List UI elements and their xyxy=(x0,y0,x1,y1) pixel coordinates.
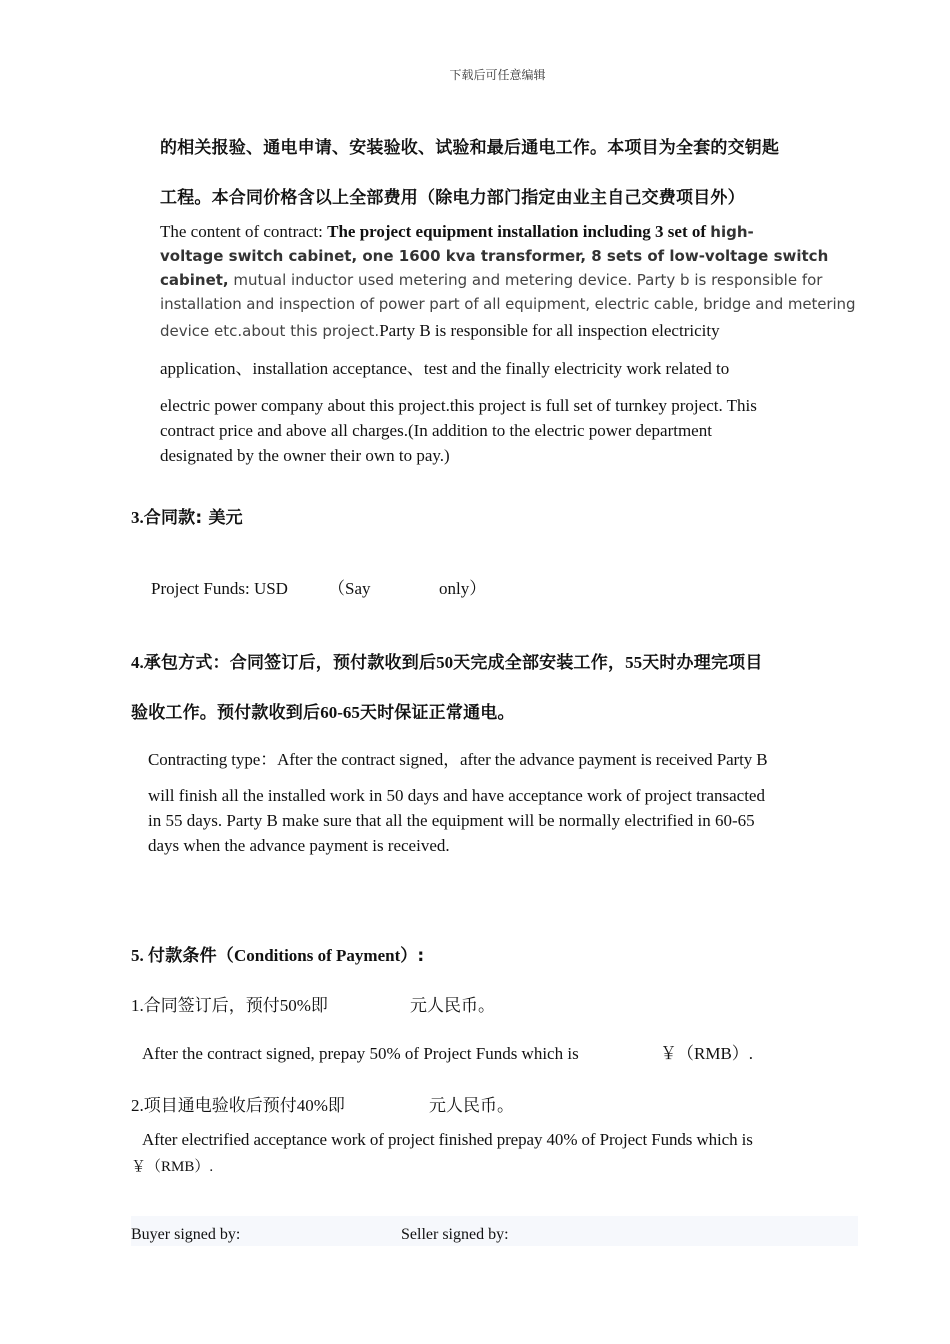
intro-en-line-1 xyxy=(160,219,754,245)
section-4-days-60-65: 60-65 xyxy=(320,703,360,722)
section-4-days-55: 55 xyxy=(625,653,643,672)
payment-item-1-unit: 元人民币。 xyxy=(410,996,495,1016)
section-4-en-line-4: days when the advance payment is received. xyxy=(148,836,450,855)
contract-content-bold: The project equipment installation including 3 set of xyxy=(327,222,711,241)
contract-content-label: The content of contract: xyxy=(160,222,328,241)
payment-item-2-number: 2. xyxy=(131,1096,144,1115)
payment-item-2-percent: 40% xyxy=(296,1096,328,1115)
intro-en-line-8: contract price and above all charges.(In addition to the electric power department xyxy=(160,421,712,440)
section-3-heading xyxy=(131,503,243,530)
header-note: 下载后可任意编辑 xyxy=(449,68,546,82)
project-funds-say: （Say xyxy=(328,579,371,598)
payment-item-1 xyxy=(131,991,328,1018)
payment-item-2-text-2: 即 xyxy=(327,1096,345,1116)
payment-item-1-en: After the contract signed, prepay 50% of Project Funds which is xyxy=(142,1044,579,1063)
section-4-en-line-3: in 55 days. Party B make sure that all the equipment will be normally electrified in 60-65 xyxy=(148,811,755,830)
seller-signature-label: Seller signed by: xyxy=(401,1226,509,1243)
section-5-number: 5. xyxy=(131,946,148,965)
contract-highlight-3: cabinet, xyxy=(160,271,229,289)
payment-item-1-text-2: 即 xyxy=(310,996,328,1016)
intro-gray-4: installation and inspection of power part of all equipment, electric cable, bridge and metering xyxy=(160,295,856,313)
section-4-en-line-2: will finish all the installed work in 50 days and have acceptance work of project transacted xyxy=(148,786,765,805)
payment-item-2-unit: 元人民币。 xyxy=(429,1096,514,1116)
intro-serif-5: Party B is responsible for all inspection electricity xyxy=(379,321,720,340)
buyer-signature-label: Buyer signed by: xyxy=(131,1226,241,1243)
section-5-title-cn: 付款条件（ xyxy=(148,946,234,966)
contract-highlight-1: high- xyxy=(710,223,754,241)
project-funds-only: only） xyxy=(439,579,487,598)
payment-item-1-percent: 50% xyxy=(279,996,311,1015)
payment-item-2-rmb: ￥（RMB）. xyxy=(131,1159,214,1175)
payment-item-1-rmb: ￥（RMB）. xyxy=(660,1044,754,1063)
section-4-en-line-1: Contracting type：After the contract signed，after the advance payment is received Party B xyxy=(148,750,768,769)
intro-en-line-9: designated by the owner their own to pay.) xyxy=(160,446,450,465)
payment-item-1-text: 合同签订后，预付 xyxy=(143,996,280,1016)
intro-en-line-6: application、installation acceptance、test and the finally electricity work related to xyxy=(160,359,730,378)
payment-item-2-text: 项目通电验收后预付 xyxy=(143,1096,297,1116)
section-4-text-a: 承包方式：合同签订后，预付款收到后 xyxy=(143,653,437,673)
section-4-text-e: 天时保证正常通电。 xyxy=(359,703,515,723)
payment-item-1-number: 1. xyxy=(131,996,144,1015)
intro-en-line-3 xyxy=(160,271,822,290)
intro-en-line-5 xyxy=(160,318,720,343)
intro-en-line-7: electric power company about this project.this project is full set of turnkey project. This xyxy=(160,396,757,415)
contract-highlight-2: voltage switch cabinet, one 1600 kva transformer, 8 sets of low-voltage switch xyxy=(160,247,829,265)
project-funds-label: Project Funds: USD xyxy=(151,579,288,598)
section-4-number: 4. xyxy=(131,653,144,672)
section-3-number: 3. xyxy=(131,508,144,527)
section-4-text-d: 验收工作。预付款收到后 xyxy=(131,703,321,723)
section-3-title: 合同款: 美元 xyxy=(143,508,243,528)
payment-item-2-en: After electrified acceptance work of project finished prepay 40% of Project Funds which is xyxy=(142,1130,753,1149)
payment-item-2 xyxy=(131,1091,345,1118)
section-5-title-en: Conditions of Payment xyxy=(234,946,401,965)
section-4-text-b: 天完成全部安装工作， xyxy=(453,653,626,673)
intro-gray-5: device etc.about this project. xyxy=(160,322,380,340)
section-4-heading-line-1 xyxy=(131,648,763,675)
section-5-title-end: ）: xyxy=(400,946,425,966)
section-4-text-c: 天时办理完项目 xyxy=(642,653,763,673)
intro-cn-line-1: 的相关报验、通电申请、安装验收、试验和最后通电工作。本项目为全套的交钥匙 xyxy=(160,138,780,158)
intro-gray-3: mutual inductor used metering and metering device. Party b is responsible for xyxy=(228,271,823,289)
section-5-heading xyxy=(131,941,424,968)
section-4-heading-line-2 xyxy=(131,698,515,725)
section-4-days-50: 50 xyxy=(436,653,454,672)
intro-cn-line-2: 工程。本合同价格含以上全部费用（除电力部门指定由业主自己交费项目外） xyxy=(160,188,745,208)
